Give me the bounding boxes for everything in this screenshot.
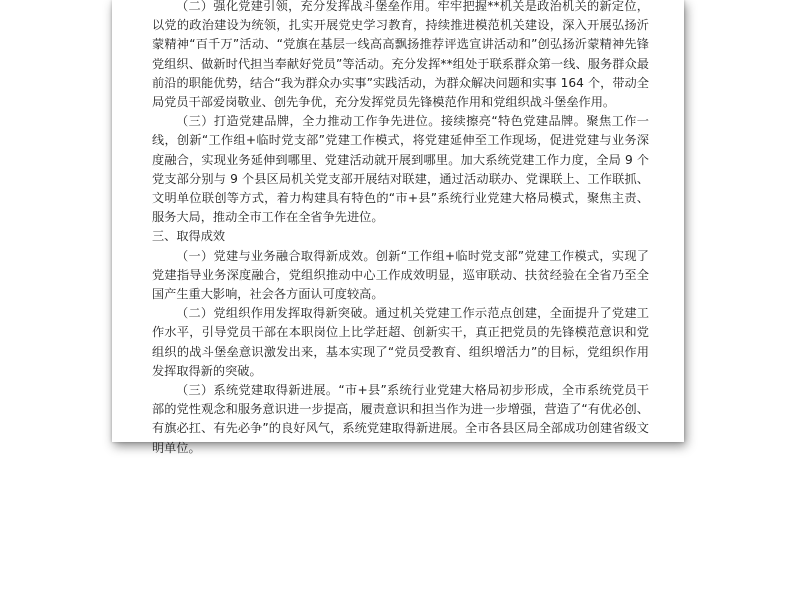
paragraph-party-brand: （三）打造党建品牌，全力推动工作争先进位。接续擦亮“特色党建品牌。聚焦工作一线，创新“工作组+临时党支部”党建工作模式，将党建延伸至工作现场，促进党建与业务深度融合，实现业务延伸到哪里、党建活动就开展到哪里。加大系统党建工作力度，全局 9 个党支部分别与 9 个县区局机关党支部开展结对联建，通过活动联办、党课联上、工作联抓、文明单位联创等方式，着力构建具有特色的“市+县”系统行业党建大格局模式，聚焦主责、服务大局，推动全市工作在全省争先进位。	[152, 114, 649, 225]
paragraph-organization-breakthrough: （二）党组织作用发挥取得新突破。通过机关党建工作示范点创建，全面提升了党建工作水平，引导党员干部在本职岗位上比学赶超、创新实干，真正把党员的先锋模范意识和党组织的战斗堡垒意识激发出来，基本实现了“党员受教育、组织增活力”的目标，党组织作用发挥取得新的突破。	[152, 306, 649, 378]
paragraph-integration-results: （一）党建与业务融合取得新成效。创新“工作组+临时党支部”党建工作模式，实现了党建指导业务深度融合，党组织推动中心工作成效明显，巡审联动、扶贫经验在全省乃至全国产生重大影响，社会各方面认可度较高。	[152, 248, 649, 302]
paragraph-system-progress: （三）系统党建取得新进展。“市+县”系统行业党建大格局初步形成，全市系统党员干部的党性观念和服务意识进一步提高，履责意识和担当作为进一步增强，营造了“有优必创、有旗必扛、有先必争”的良好风气，系统党建取得新进展。全市各县区局全部成功创建省级文明单位。	[152, 383, 649, 455]
section-heading-achievements: 三、取得成效	[152, 229, 226, 244]
paragraph-strengthen-party-leadership: （二）强化党建引领，充分发挥战斗堡垒作用。牢牢把握**机关是政治机关的新定位，以党的政治建设为统领，扎实开展党史学习教育，持续推进模范机关建设，深入开展弘扬沂蒙精神“百千万”活动、“党旗在基层一线高高飘扬推荐评选宣讲活动和”创弘扬沂蒙精神先锋党组织、做新时代担当奉献好党员”等活动。充分发挥**组处于联系群众第一线、服务群众最前沿的职能优势，结合“我为群众办实事”实践活动，为群众解决问题和实事 164 个，带动全局党员干部爱岗敬业、创先争优，充分发挥党员先锋模范作用和党组织战斗堡垒作用。	[152, 0, 649, 110]
document-body	[152, 0, 649, 458]
document-page	[112, 0, 684, 455]
